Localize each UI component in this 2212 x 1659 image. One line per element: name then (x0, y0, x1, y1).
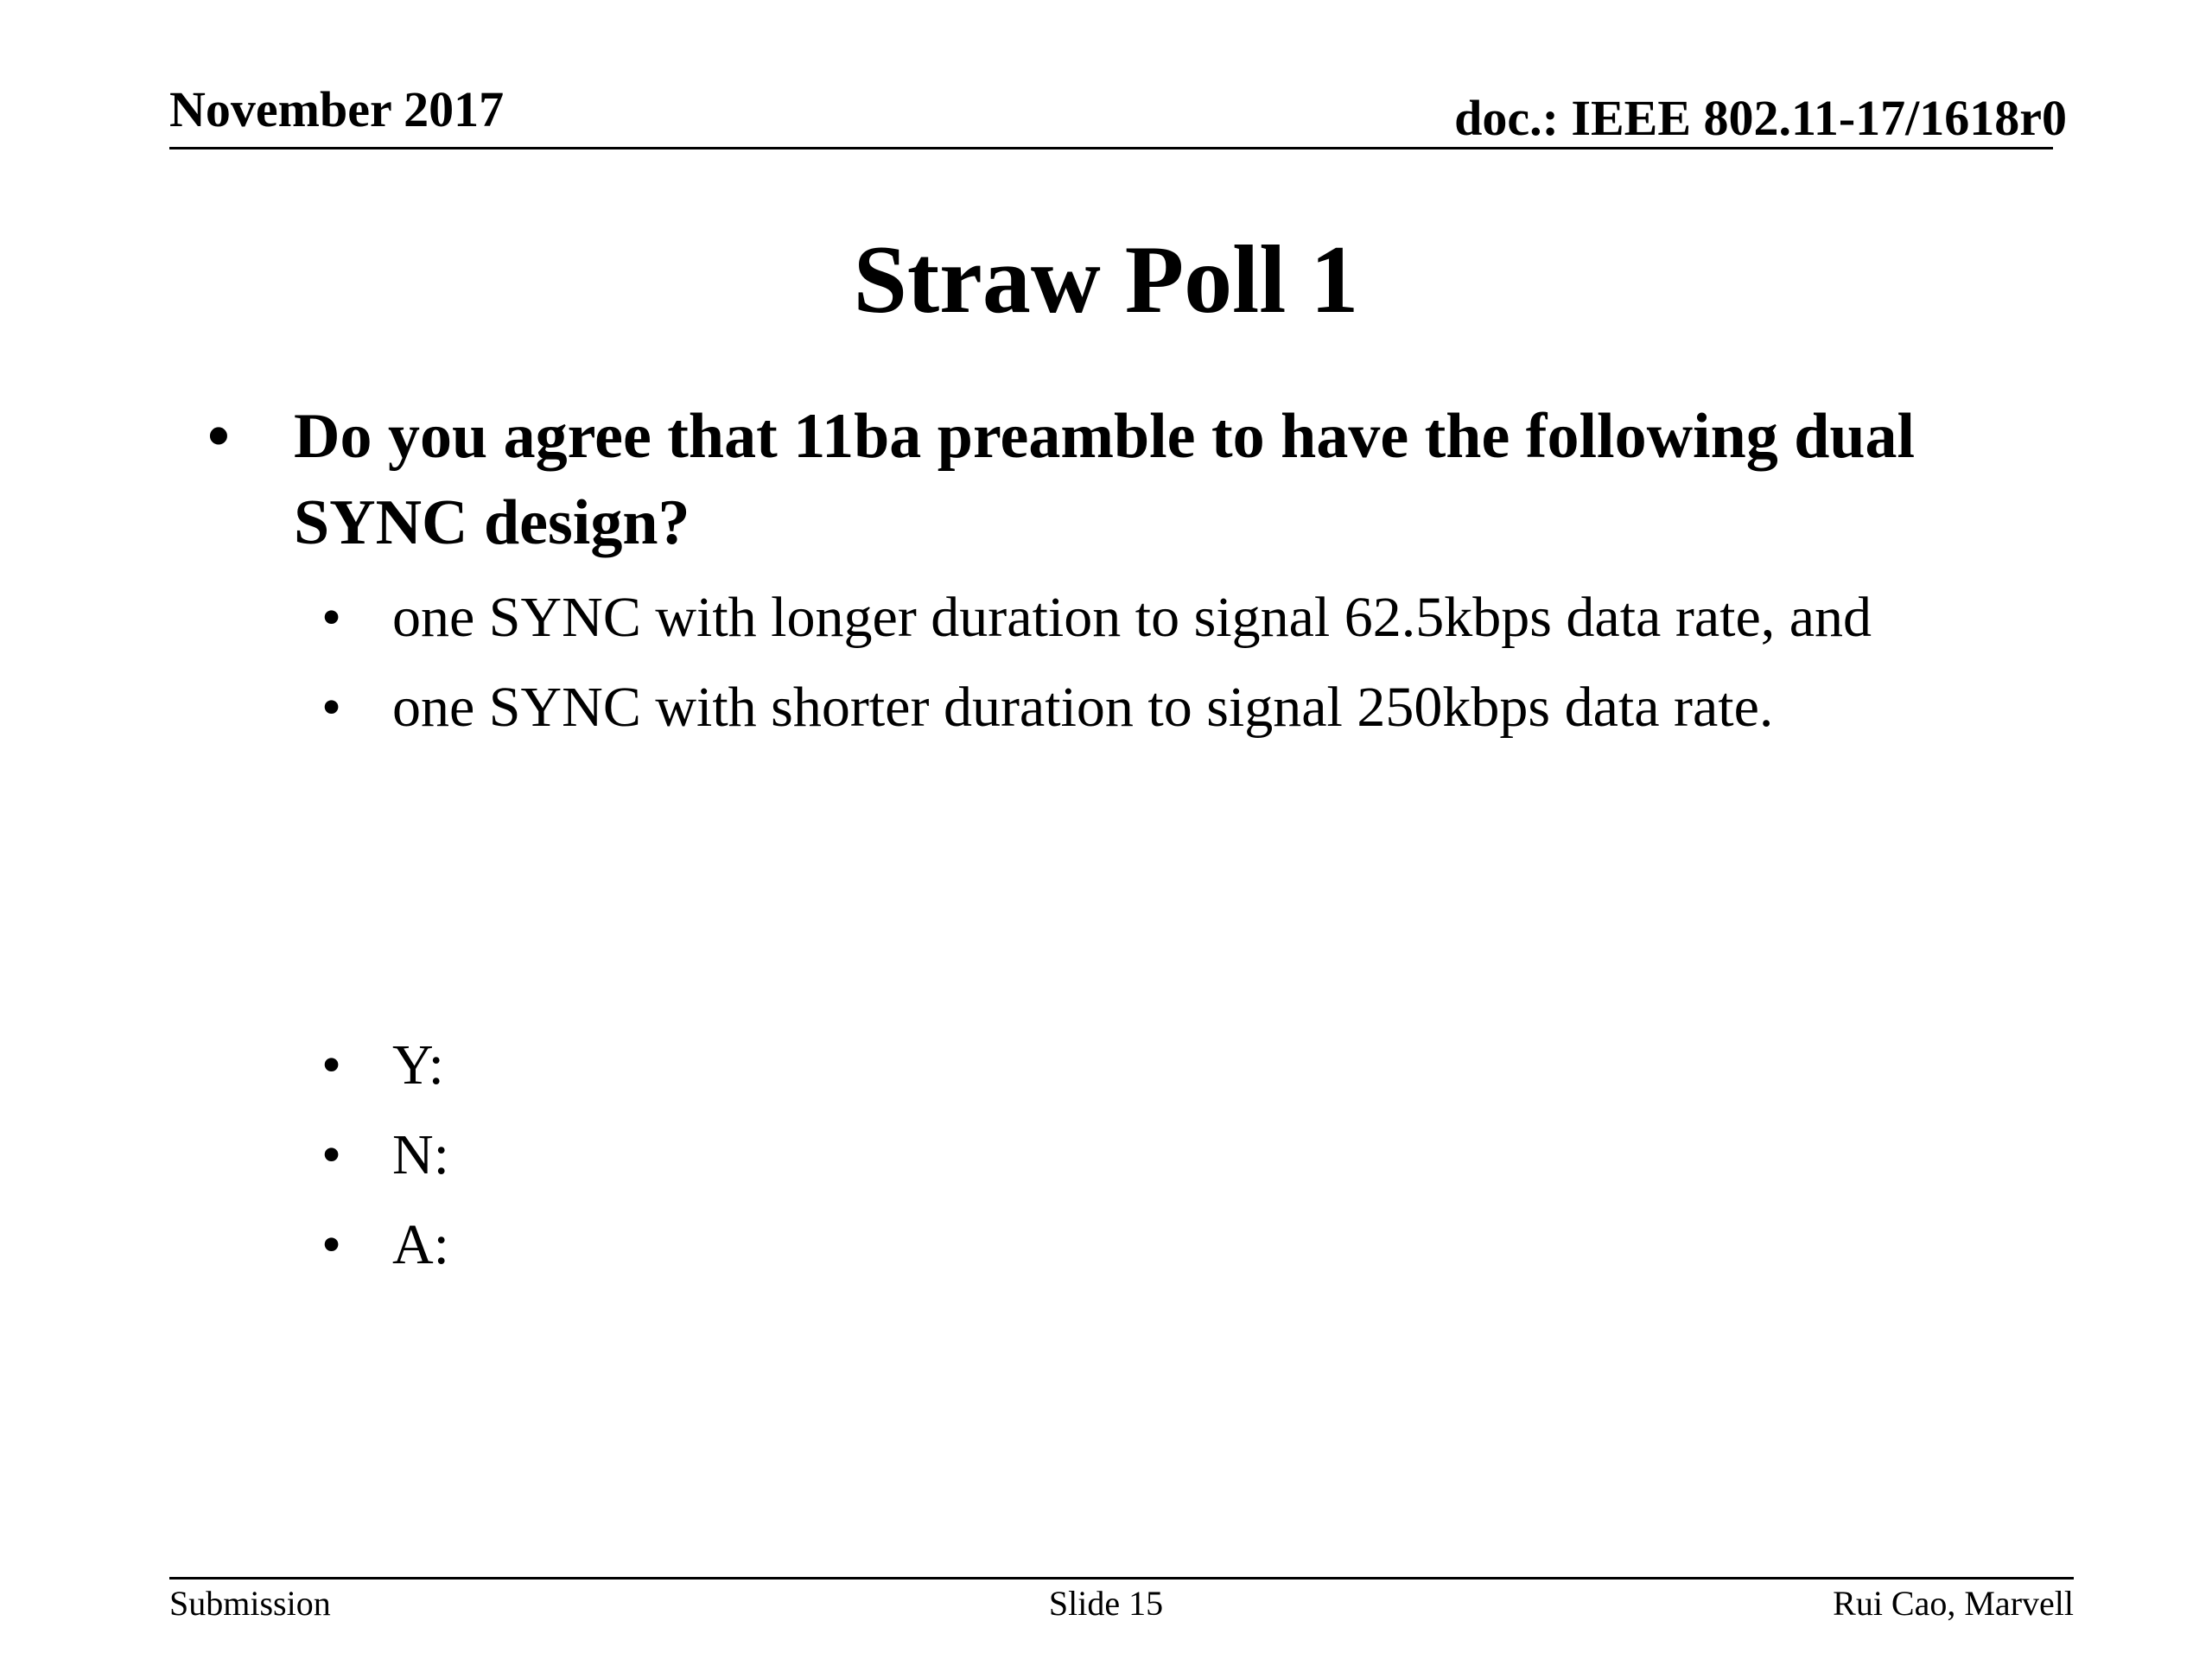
vote-label: A: (392, 1213, 449, 1276)
sub-bullet-text: one SYNC with shorter duration to signal 250kbps data rate. (392, 676, 1774, 739)
vote-no (321, 1123, 449, 1186)
bullet-dot: • (207, 401, 230, 472)
sub-bullet (321, 586, 1872, 649)
header-divider (169, 147, 2053, 149)
header-date: November 2017 (169, 81, 505, 137)
bullet-dot: • (321, 586, 342, 649)
sub-bullet-text: one SYNC with longer duration to signal 62.5kbps data rate, and (392, 586, 1872, 649)
footer-submission: Submission (169, 1584, 331, 1623)
slide-title: Straw Poll 1 (853, 226, 1359, 334)
footer-slide-number: Slide 15 (1048, 1584, 1164, 1623)
footer-divider (169, 1577, 2074, 1580)
main-bullet (207, 393, 2065, 566)
bullet-dot: • (321, 676, 342, 739)
bullet-dot: • (321, 1123, 342, 1186)
footer-author: Rui Cao, Marvell (1833, 1584, 2074, 1623)
vote-yes (321, 1033, 444, 1096)
vote-label: N: (392, 1123, 449, 1186)
main-bullet-text: Do you agree that 11ba preamble to have the following dual SYNC design? (294, 401, 1916, 558)
bullet-dot: • (321, 1213, 342, 1276)
header-doc-id: doc.: IEEE 802.11-17/1618r0 (1454, 90, 2067, 146)
vote-abstain (321, 1213, 449, 1276)
vote-label: Y: (392, 1033, 444, 1096)
sub-bullet (321, 676, 1774, 739)
bullet-dot: • (321, 1033, 342, 1096)
